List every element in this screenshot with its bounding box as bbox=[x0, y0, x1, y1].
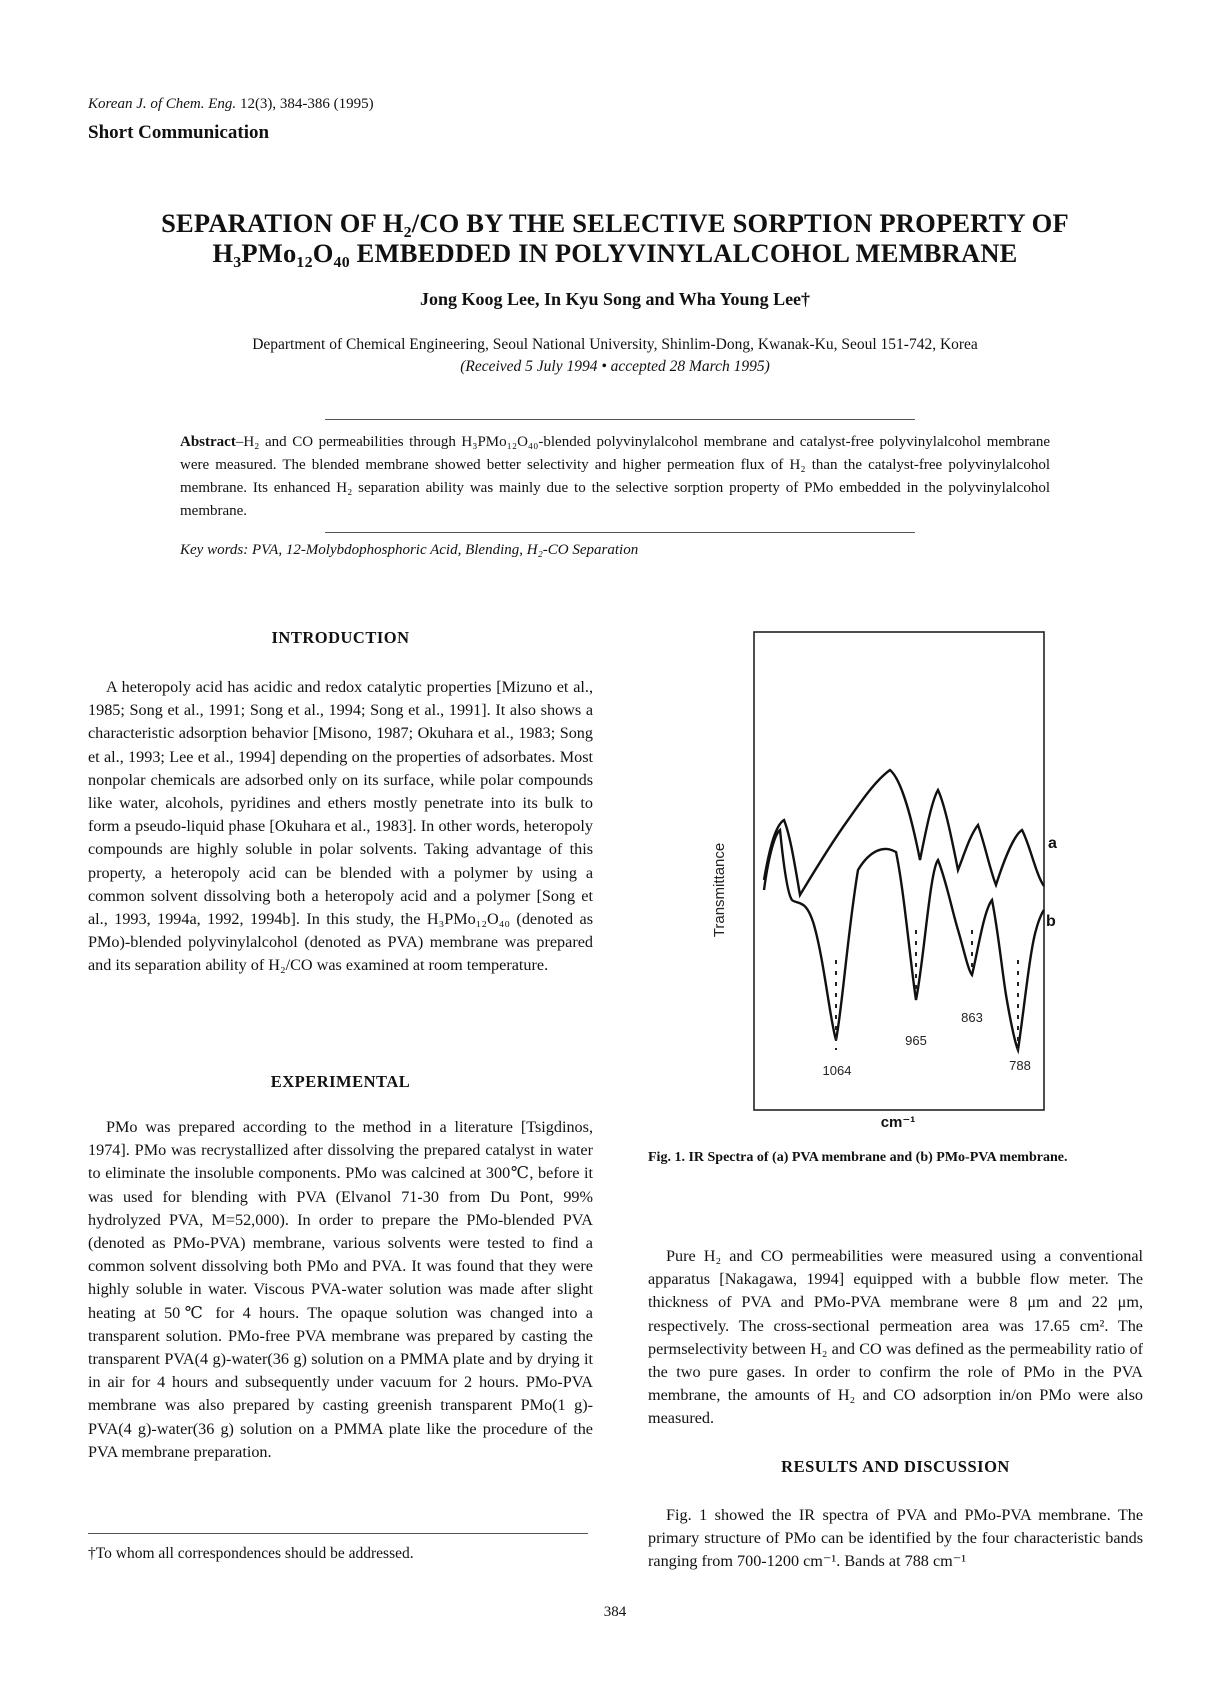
peak-label-788: 788 bbox=[1009, 1058, 1031, 1073]
ir-spectra-figure bbox=[690, 630, 1080, 1130]
abstract-top-rule bbox=[325, 419, 915, 420]
author-list: Jong Koog Lee, In Kyu Song and Wha Young Lee† bbox=[419, 289, 811, 309]
affiliation: Department of Chemical Engineering, Seoul National University, Shinlim-Dong, Kwanak-Ku, Seoul 151-742, Korea bbox=[252, 336, 978, 353]
results-heading: RESULTS AND DISCUSSION bbox=[781, 1457, 1010, 1476]
footnote: †To whom all correspondences should be addressed. bbox=[88, 1545, 414, 1562]
experimental-text bbox=[88, 1116, 593, 1464]
peak-label-965: 965 bbox=[905, 1033, 927, 1048]
results-paragraph: Fig. 1 showed the IR spectra of PVA and PMo-PVA membrane. The primary structure of PMo can be identified by the four characteristic bands ranging from 700-1200 cm⁻¹. Bands at 788 cm⁻¹ bbox=[648, 1506, 1143, 1571]
abstract-bottom-rule bbox=[325, 532, 915, 533]
methods-paragraph: Pure H₂ and CO permeabilities were measured using a conventional apparatus [Nakagawa, 1994] equipped with a bubble flow meter. The thickness of PVA and PMo-PVA membrane were 8 μm and 22 μm, respectively. The cross-sectional permeation area was 17.65 cm². The permselectivity between H₂ and CO was defined as the permeability ratio of the two pure gases. In order to confirm the role of PMo in the PVA membrane, the amounts of H₂ and CO adsorption in/on PMo were also measured. bbox=[648, 1247, 1143, 1428]
x-axis-label: cm⁻¹ bbox=[880, 1114, 916, 1130]
affiliation-block bbox=[60, 334, 1170, 378]
keywords: Key words: PVA, 12-Molybdophosphoric Acid, Blending, H₂-CO Separation bbox=[180, 542, 639, 558]
methods-paragraph-block bbox=[648, 1245, 1143, 1431]
title-line-1: SEPARATION OF H₂/CO BY THE SELECTIVE SORPTION PROPERTY OF bbox=[161, 208, 1069, 238]
received-dates: (Received 5 July 1994 • accepted 28 March 1995) bbox=[460, 358, 770, 375]
journal-volume: 12(3), 384-386 (1995) bbox=[239, 96, 374, 112]
introduction-text bbox=[88, 676, 593, 978]
title-line-2: H₃PMo₁₂O₄₀ EMBEDDED IN POLYVINYLALCOHOL MEMBRANE bbox=[212, 238, 1018, 268]
abstract bbox=[180, 431, 1050, 523]
spectrum-curve-b bbox=[764, 830, 1044, 1050]
introduction-paragraph: A heteropoly acid has acidic and redox catalytic properties [Mizuno et al., 1985; Song et al., 1991; Song et al., 1994; Song et al., 1991]. It also shows a characteristic adsorption behavior [Misono, 1987; Okuhara et al., 1983; Song et al., 1993; Lee et al., 1994] depending on the properties of adsorbates. Most nonpolar chemicals are adsorbed only on its surface, while polar compounds like water, alcohols, pyridines and ethers mostly penetrate into its bulk to form a pseudo-liquid phase [Okuhara et al., 1983]. In other words, heteropoly compounds are highly soluble in polar solvents. Taking advantage of this property, a heteropoly acid can be blended with a polymer by using a common solvent dissolving both a heteropoly acid and a polymer [Song et al., 1993, 1994a, 1992, 1994b]. In this study, the H₃PMo₁₂O₄₀ (denoted as PMo)-blended polyvinylalcohol (denoted as PVA) membrane was prepared and its separation ability of H₂/CO was examined at room temperature. bbox=[88, 678, 593, 975]
figure-caption: Fig. 1. IR Spectra of (a) PVA membrane and (b) PMo-PVA membrane. bbox=[648, 1150, 1068, 1165]
footnote-rule bbox=[88, 1533, 588, 1534]
curve-b-label: b bbox=[1046, 913, 1056, 930]
y-axis-label: Transmittance bbox=[711, 842, 728, 938]
experimental-paragraph: PMo was prepared according to the method in a literature [Tsigdinos, 1974]. PMo was recrystallized after dissolving the prepared catalyst in water to eliminate the insoluble components. PMo was calcined at 300℃, before it was used for blending with PVA (Elvanol 71-30 from Du Pont, 99% hydrolyzed PVA, M=52,000). In order to prepare the PMo-blended PVA (denoted as PMo-PVA) membrane, various solvents were tested to find a common solvent dissolving both PMo and PVA. It was found that they were highly soluble in water. Viscous PVA-water solution was made after slight heating at 50℃ for 4 hours. The opaque solution was changed into a transparent solution. PMo-free PVA membrane was prepared by casting the transparent PVA(4 g)-water(36 g) solution on a PMMA plate and by drying it in air for 4 hours and subsequently under vacuum for 2 hours. PMo-PVA membrane was also prepared by casting greenish transparent PMo(1 g)-PVA(4 g)-water(36 g) solution on a PMMA plate like the procedure of the PVA membrane preparation. bbox=[88, 1118, 593, 1461]
experimental-heading: EXPERIMENTAL bbox=[270, 1072, 411, 1091]
page-number: 384 bbox=[603, 1604, 627, 1620]
abstract-text: –H₂ and CO permeabilities through H₃PMo₁₂O₄₀-blended polyvinylalcohol membrane and catalyst-free polyvinylalcohol membrane were measured. The blended membrane showed better selectivity and higher permeation flux of H₂ than the catalyst-free polyvinylalcohol membrane. Its enhanced H₂ separation ability was mainly due to the selective sorption property of PMo embedded in the polyvinylalcohol membrane. bbox=[180, 434, 1050, 519]
peak-label-1064: 1064 bbox=[822, 1063, 852, 1078]
peak-label-863: 863 bbox=[961, 1010, 983, 1025]
journal-name: Korean J. of Chem. Eng. bbox=[88, 96, 237, 112]
abstract-label: Abstract bbox=[180, 434, 236, 450]
introduction-heading: INTRODUCTION bbox=[271, 628, 410, 647]
journal-citation bbox=[88, 96, 374, 113]
results-text bbox=[648, 1504, 1143, 1574]
spectrum-curve-a bbox=[764, 770, 1044, 895]
section-type: Short Communication bbox=[88, 122, 270, 143]
paper-title bbox=[60, 208, 1170, 268]
curve-a-label: a bbox=[1048, 835, 1057, 852]
